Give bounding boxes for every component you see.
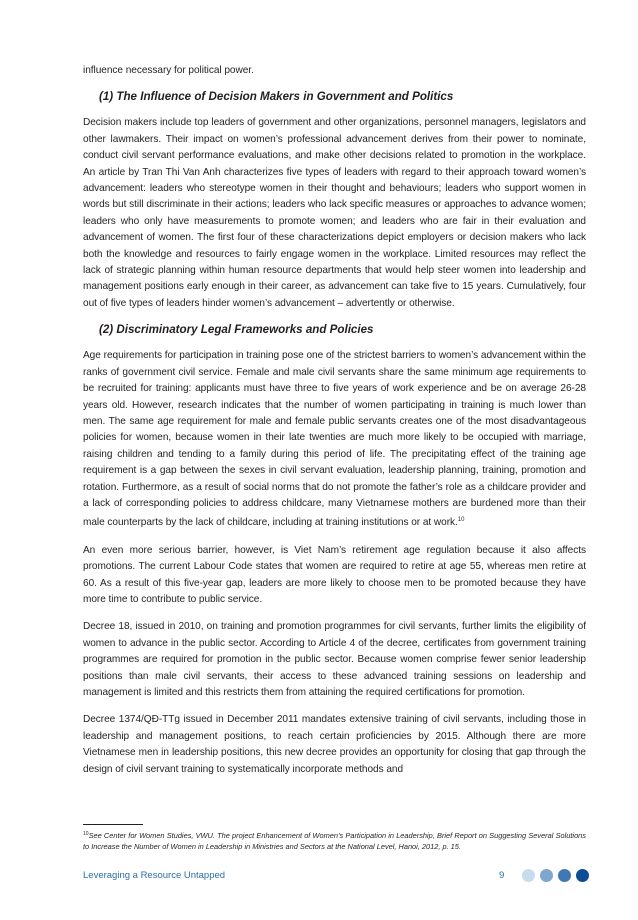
- footnote: [83, 829, 586, 853]
- intro-fragment: influence necessary for political power.: [83, 65, 254, 76]
- section-2-paragraph-4: Decree 1374/QĐ-TTg issued in December 2011 mandates extensive training of civil servants, including those in leadership and management positions, to reach certain proficiencies by 2015. Although there are more Vietnamese men in leadership positions, this new decree provides an opportunity for closing that gap through the design of civil servant training to systematically incorporate methods and: [83, 714, 586, 775]
- footnote-divider: [83, 824, 143, 825]
- section-heading-2: (2) Discriminatory Legal Frameworks and Policies: [99, 323, 374, 337]
- section-1-paragraph-1: Decision makers include top leaders of government and other organizations, personnel managers, legislators and other lawmakers. Their impact on women’s professional advancement derives from their power to nominate, conduct civil servant performance evaluations, and make other decisions related to promotion in the workplace. An article by Tran Thi Van Anh characterizes five types of leaders with regard to their approach toward women’s advancement: leaders who stereotype women in their thought and behaviours; leaders who support women in words but still discriminate in their actions; leaders who lack specific measures or approaches to advance women; leaders who only have measurements to promote women; and leaders who are fair in their evaluation and advancement of women. The first four of these characterizations depict employers or decision makers who lack both the knowledge and resources to fairly engage women in the workplace. Limited resources may reflect the lack of strategic planning within human resource departments that would help steer women into leadership and management positions early enough in their career, as advancement can take five to 15 years. Cumulatively, four out of five types of leaders hinder women’s advancement – advertently or otherwise.: [83, 117, 586, 309]
- section-2-paragraph-1-text: Age requirements for participation in training pose one of the strictest barriers to women’s advancement within the ranks of government civil service. Female and male civil servants share the same minimum age requirements to be recruited for training: applicants must have three to five years of work experience and be on average 26-28 years old. However, research indicates that the number of women participating in training is much lower than men. The same age requirement for male and female public servants creates one of the most disadvantageous policies for women, because women in their late twenties are much more likely to be occupied with marriage, raising children and tending to a family during this period of life. The precipitating effect of the training age requirement is a gap between the sexes in civil servant evaluation, leadership planning, training, promotion and rotation. Furthermore, as a result of social norms that do not promote the father’s role as a childcare provider and a lack of corresponding policies to address childcare, many Vietnamese mothers are burdened more than their male counterparts by the lack of childcare, including at training institutions or at work.: [83, 350, 586, 529]
- section-2-paragraph-3: Decree 18, issued in 2010, on training and promotion programmes for civil servants, further limits the eligibility of women to advance in the public sector. According to Article 4 of the decree, certificates from government training programmes are required for promotion in the public sector. Because women comprise fewer senior leadership positions than male civil servants, their access to these advanced training sessions on leadership and management is limited and this restricts them from attaining the required certifications for promotion.: [83, 621, 586, 698]
- section-heading-1: (1) The Influence of Decision Makers in Government and Politics: [99, 90, 454, 104]
- page-number: 9: [499, 870, 505, 881]
- footer-dots: [522, 867, 594, 883]
- footer-dot-4: [576, 869, 589, 882]
- footer-title: Leveraging a Resource Untapped: [83, 870, 226, 881]
- section-2-paragraph-2: An even more serious barrier, however, is Viet Nam’s retirement age regulation because it also affects promotions. The current Labour Code states that women are required to retire at age 55, whereas men retire at 60. As a result of this five-year gap, leaders are more likely to choose men to be promoted because they have more time to contribute to public service.: [83, 544, 586, 605]
- footer-dot-3: [558, 869, 571, 882]
- main-content: [83, 63, 586, 778]
- footnote-reference[interactable]: 10: [457, 517, 465, 524]
- footnote-number: 10: [83, 831, 89, 837]
- footer-dot-1: [522, 869, 535, 882]
- footnote-text: See Center for Women Studies, VWU. The project Enhancement of Women’s Participation in Leadership, Brief Report on Suggesting Several Solutions to Increase the Number of Women in Leadership in Ministries and Sectors at the National Level, Hanoi, 2012, p. 15.: [83, 831, 586, 852]
- footer-dot-2: [540, 869, 553, 882]
- section-2-paragraph-1: [83, 348, 586, 531]
